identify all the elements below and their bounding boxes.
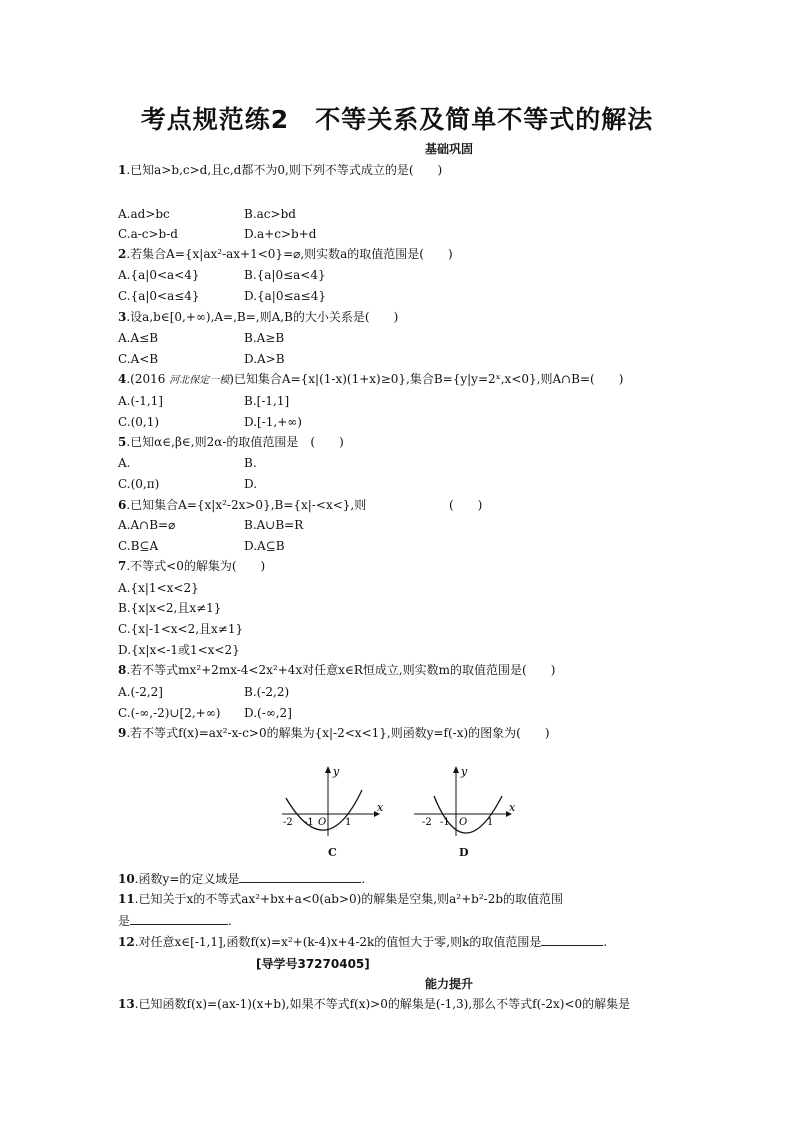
question-stem: .若不等式f(x)=ax²-x-c>0的解集为{x|-2<x<1},则函数y=f(-x)的图象为( ): [126, 726, 550, 740]
option-b: B.: [244, 456, 257, 470]
graph-label: D: [459, 846, 469, 859]
option-d: D.[-1,+∞): [244, 415, 302, 429]
question-stem: .已知α∈,β∈,则2α-的取值范围是 ( ): [126, 435, 344, 449]
question-number: 6: [118, 498, 127, 512]
question-number: 3: [118, 310, 127, 324]
option-c: C.A<B: [118, 352, 159, 366]
option-d: D.A⊆B: [244, 539, 285, 553]
section-basic: 基础巩固: [424, 142, 473, 156]
answer-blank[interactable]: [130, 912, 228, 925]
question-stem: .已知关于x的不等式ax²+bx+a<0(ab>0)的解集是空集,则a²+b²-2b的取值范围: [134, 892, 564, 906]
question-stem: .已知集合A={x|x²-2x>0},B={x|-<x<},则: [126, 498, 367, 512]
question-11: [118, 891, 563, 907]
y-axis-arrow-icon: [325, 766, 331, 773]
question-end: .: [228, 914, 232, 928]
graph-c: [278, 762, 388, 838]
question-stem: .若集合A={x|ax²-ax+1<0}=⌀,则实数a的取值范围是( ): [126, 247, 453, 261]
option-b: B.A∪B=R: [244, 518, 304, 532]
question-10: [118, 870, 365, 887]
question-number: 7: [118, 559, 127, 573]
option-a: A.A∩B=⌀: [118, 518, 176, 532]
question-number: 8: [118, 663, 127, 677]
option-d: D.{a|0≤a≤4}: [244, 289, 327, 303]
section-advanced: 能力提升: [424, 977, 473, 991]
question-6: [118, 497, 366, 513]
question-4: [118, 371, 623, 389]
graph-label: C: [328, 846, 337, 859]
y-axis-arrow-icon: [453, 766, 459, 773]
question-stem: .已知函数f(x)=(ax-1)(x+b),如果不等式f(x)>0的解集是(-1,3),那么不等式f(-2x)<0的解集是: [134, 997, 631, 1011]
tick-label: -2: [283, 817, 293, 828]
question-7: [118, 558, 265, 574]
option-c: C.(0,π): [118, 477, 160, 491]
page-title: 考点规范练2 不等关系及简单不等式的解法: [140, 105, 654, 134]
tick-label: 1: [487, 817, 494, 828]
question-stem: .若不等式mx²+2mx-4<2x²+4x对任意x∈R恒成立,则实数m的取值范围是( ): [126, 663, 556, 677]
option-c: C.{x|-1<x<2,且x≠1}: [118, 622, 244, 636]
question-number: 9: [118, 726, 127, 740]
option-b: B.{x|x<2,且x≠1}: [118, 601, 222, 615]
question-stem: .函数y=的定义域是: [134, 872, 240, 886]
question-number: 12: [118, 935, 135, 949]
option-d: D.A>B: [244, 352, 285, 366]
tick-label: -1: [304, 817, 314, 828]
option-b: B.(-2,2): [244, 685, 290, 699]
question-number: 5: [118, 435, 127, 449]
question-stem: )已知集合A={x|(1-x)(1+x)≥0},集合B={y|y=2ˣ,x<0},则A∩B=( ): [229, 372, 624, 386]
option-c: C.a-c>b-d: [118, 227, 178, 241]
tick-label: -1: [440, 817, 450, 828]
question-13: [118, 996, 630, 1012]
option-a: A.ad>bc: [118, 207, 170, 221]
question-9: [118, 725, 550, 741]
question-12: [118, 933, 607, 950]
option-a: A.A≤B: [118, 331, 159, 345]
option-d: D.{x|x<-1或1<x<2}: [118, 643, 240, 657]
source-note: 河北保定一模: [169, 375, 230, 386]
question-5: [118, 434, 344, 450]
option-c: C.{a|0<a≤4}: [118, 289, 200, 303]
option-c: C.(-∞,-2)∪[2,+∞): [118, 706, 221, 720]
option-c: C.(0,1): [118, 415, 160, 429]
option-c: C.B⊆A: [118, 539, 159, 553]
question-stem: .不等式<0的解集为( ): [126, 559, 266, 573]
answer-parentheses: ( ): [449, 498, 483, 512]
question-end: .: [603, 935, 608, 949]
tick-label: 1: [345, 817, 352, 828]
question-number: 2: [118, 247, 127, 261]
question-number: 10: [118, 872, 135, 886]
question-end: .: [361, 872, 366, 886]
option-b: B.A≥B: [244, 331, 285, 345]
option-d: D.a+c>b+d: [244, 227, 317, 241]
question-stem: .已知a>b,c>d,且c,d都不为0,则下列不等式成立的是( ): [126, 163, 443, 177]
option-b: B.ac>bd: [244, 207, 296, 221]
axis-label-x: x: [377, 801, 384, 814]
answer-blank[interactable]: [541, 933, 603, 946]
question-stem: .对任意x∈[-1,1],函数f(x)=x²+(k-4)x+4-2k的值恒大于零,则k的取值范围是: [134, 935, 542, 949]
question-8: [118, 662, 555, 678]
option-d: D.(-∞,2]: [244, 706, 292, 720]
question-source-prefix: .(2016: [126, 372, 170, 386]
answer-blank[interactable]: [239, 870, 361, 883]
question-number: 4: [118, 372, 127, 386]
question-3: [118, 309, 398, 325]
question-number: 11: [118, 892, 135, 906]
tick-label: -2: [422, 817, 432, 828]
question-1: [118, 162, 442, 178]
guide-number: [导学号37270405]: [256, 957, 370, 971]
option-a: A.(-2,2]: [118, 685, 163, 699]
axis-label-x: x: [509, 801, 516, 814]
option-a: A.(-1,1]: [118, 394, 163, 408]
axis-label-y: y: [461, 765, 468, 778]
option-b: B.[-1,1]: [244, 394, 290, 408]
option-a: A.{a|0<a<4}: [118, 268, 200, 282]
question-number: 13: [118, 997, 135, 1011]
question-2: [118, 246, 453, 262]
question-11-continued: [118, 912, 232, 929]
origin-label: O: [318, 817, 327, 828]
question-stem: 是: [118, 914, 131, 928]
graph-d: [410, 762, 520, 838]
option-a: A.{x|1<x<2}: [118, 581, 199, 595]
option-d: D.: [244, 477, 258, 491]
option-b: B.{a|0≤a<4}: [244, 268, 326, 282]
origin-label: O: [459, 817, 468, 828]
question-number: 1: [118, 163, 127, 177]
question-stem: .设a,b∈[0,+∞),A=,B=,则A,B的大小关系是( ): [126, 310, 399, 324]
axis-label-y: y: [333, 765, 340, 778]
option-a: A.: [118, 456, 131, 470]
